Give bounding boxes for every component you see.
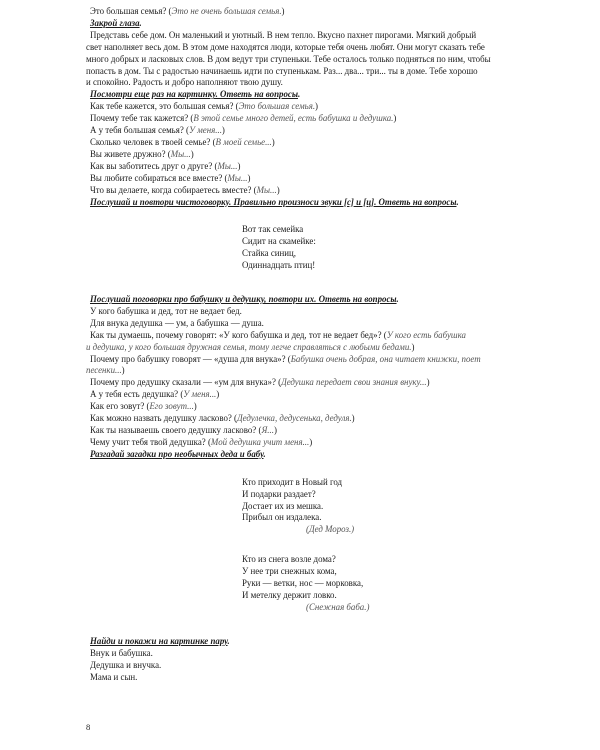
qa-line: Почему про дедушку сказали — «ум для внука»? (Дедушка передает свои знания внуку...) [90, 377, 430, 388]
page-number: 8 [86, 722, 91, 732]
riddle-ded-moroz [242, 477, 532, 537]
qa-line: Что вы делаете, когда собираетесь вместе? (Мы...) [90, 184, 280, 195]
text-line: много добрых и ласковых слов. В дом ведут три ступеньки. Тебе осталось только подняться по ним, чтобы [86, 53, 491, 64]
qa-line: Сколько человек в твоей семье? (В моей семье...) [90, 136, 275, 147]
poem-line: Кто приходит в Новый год [242, 476, 343, 487]
qa-line: Вы любите собираться все вместе? (Мы...) [90, 172, 251, 183]
poem-line: Прибыл он издалека. [242, 512, 322, 523]
riddle-snow-woman [242, 554, 532, 614]
qa-line: Как ты называешь своего дедушку ласково? (Я...) [90, 425, 277, 435]
qa-line: Как вы заботитесь друг о друге? (Мы...) [90, 160, 241, 171]
qa-line: Как можно назвать дедушку ласково? (Дедулечка, дедусенька, дедуля.) [90, 413, 355, 424]
qa-line: А у тебя большая семья? (У меня...) [90, 125, 225, 136]
poem-line: Руки — ветки, нос — морковка, [242, 578, 364, 589]
section-heading: Разгадай загадки про необычных деда и бабу. [90, 448, 266, 459]
qa-line: и дедушка, у кого большая дружная семья, тому легче справляться с любыми бедами.) [86, 341, 415, 352]
poem-line: И подарки раздает? [242, 488, 316, 499]
poem-line: И метелку держит ловко. [242, 589, 337, 600]
qa-line: Почему тебе так кажется? (В этой семье много детей, есть бабушка и дедушка.) [90, 113, 397, 124]
section-heading: Послушай и повтори чистоговорку. Правильно произноси звуки [с] и [ц]. Ответь на вопросы. [90, 196, 459, 207]
text-line: Это большая семья? (Это не очень большая семья.) [90, 6, 285, 16]
qa-line: Чему учит тебя твой дедушка? (Мой дедушка учит меня...) [90, 436, 313, 447]
section-heading: Посмотри еще раз на картинку. Ответь на вопросы. [90, 89, 301, 100]
section-heading: Послушай поговорки про бабушку и дедушку, повтори их. Ответь на вопросы. [90, 294, 399, 305]
tongue-twister [242, 224, 532, 272]
text-line: и спокойно. Радость и добро наполняют твою душу. [86, 77, 283, 88]
qa-line: Как ты думаешь, почему говорят: «У кого бабушка и дед, тот не ведает бед»? (У кого есть бабушка [90, 329, 466, 340]
pair-line: Мама и сын. [90, 671, 138, 682]
proverb-line: У кого бабушка и дед, тот не ведает бед. [90, 305, 242, 316]
section-heading: Закрой глаза. [90, 17, 142, 28]
poem-line: Стайка синиц, [242, 248, 296, 259]
section-heading: Найди и покажи на картинке пару. [90, 635, 230, 646]
poem-line: Кто из снега возле дома? [242, 554, 336, 565]
poem-line: У нее три снежных кома, [242, 566, 337, 577]
riddle-answer: (Снежная баба.) [306, 601, 370, 612]
qa-line: Почему про бабушку говорят — «душа для внука»? (Бабушка очень добрая, она читает книжки, поет [90, 353, 481, 364]
qa-line: Как тебе кажется, это большая семья? (Это большая семья.) [90, 101, 319, 112]
content [86, 6, 532, 683]
qa-line: А у тебя есть дедушка? (У меня...) [90, 389, 220, 400]
text-line: Представь себе дом. Он маленький и уютный. В нем тепло. Вкусно пахнет пирогами. Мягкий добрый [90, 29, 477, 40]
proverb-line: Для внука дедушка — ум, а бабушка — душа. [90, 317, 264, 328]
qa-line: Как его зовут? (Его зовут...) [90, 401, 197, 412]
text-line: попасть в дом. Ты с радостью начинаешь идти по ступенькам. Раз... два... три... ты в доме. Тебе хорошо [86, 65, 478, 76]
pair-line: Дедушка и внучка. [90, 659, 162, 670]
poem-line: Сидит на скамейке: [242, 236, 316, 247]
pair-line: Внук и бабушка. [90, 647, 153, 658]
qa-line: Вы живете дружно? (Мы...) [90, 148, 194, 159]
poem-line: Вот так семейка [242, 224, 304, 235]
poem-line: Одиннадцать птиц! [242, 260, 316, 271]
riddle-answer: (Дед Мороз.) [306, 524, 355, 535]
qa-line: песенки...) [86, 365, 125, 376]
poem-line: Достает их из мешка. [242, 500, 324, 511]
text-line: свет наполняет весь дом. В этом доме находятся люди, которые тебя очень любят. Они могут сказать тебе [86, 41, 485, 52]
